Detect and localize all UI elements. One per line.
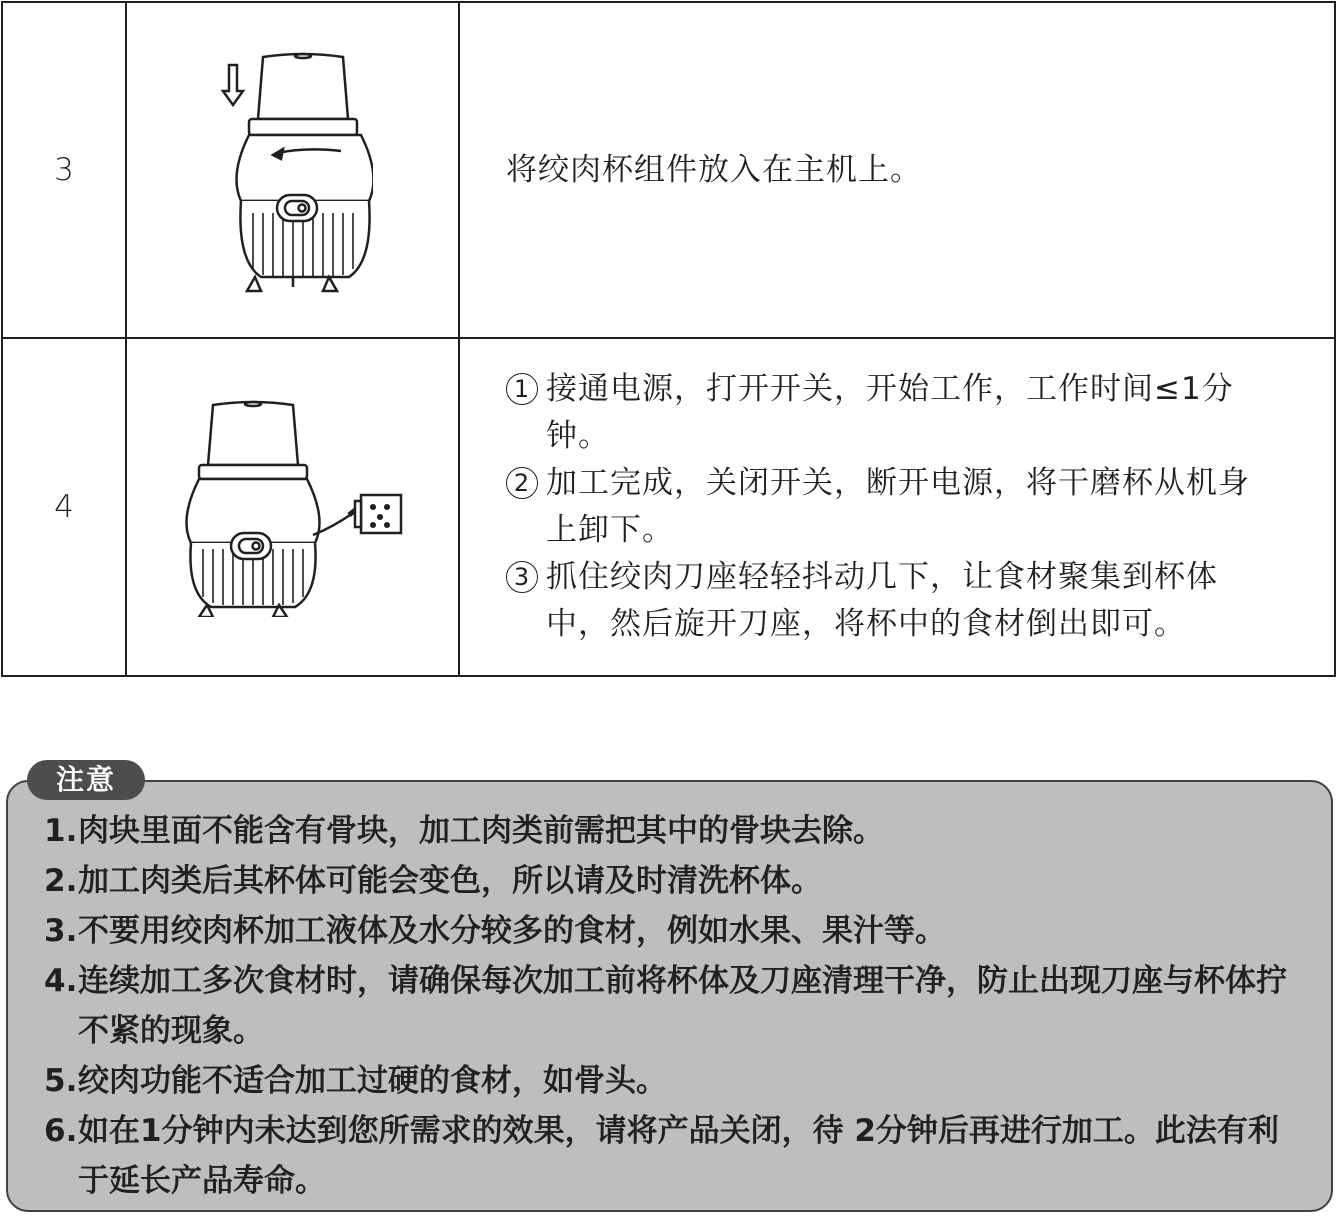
notice-item [44, 1056, 1324, 1106]
notice-number: 4. [44, 963, 78, 999]
notice-text: 不要用绞肉杯加工液体及水分较多的食材，例如水果、果汁等。 [78, 913, 946, 949]
step-row [2, 2, 1335, 338]
substep-text: 抓住绞肉刀座轻轻抖动几下，让食材聚集到杯体中，然后旋开刀座，将杯中的食材倒出即可。 [546, 559, 1218, 642]
notice-list [44, 806, 1324, 1206]
notice-item [44, 1106, 1324, 1206]
notice-item [44, 956, 1324, 1056]
substep-text: 加工完成，关闭开关，断开电源，将干磨杯从机身上卸下。 [546, 465, 1250, 548]
notice-text: 连续加工多次食材时，请确保每次加工前将杯体及刀座清理干净，防止出现刀座与杯体拧不紧的现象。 [78, 963, 1287, 1049]
notice-number: 2. [44, 863, 78, 899]
notice-item [44, 856, 1324, 906]
notice-text: 绞肉功能不适合加工过硬的食材，如骨头。 [78, 1063, 667, 1099]
substep-item [506, 366, 1266, 460]
grinder-assembly-illustration [213, 45, 373, 295]
step-number: 3 [2, 2, 126, 338]
step-illustration [126, 2, 459, 338]
notice-text: 如在1分钟内未达到您所需求的效果，请将产品关闭，待 2分钟后再进行加工。此法有利于延长产品寿命。 [78, 1113, 1279, 1199]
step-illustration [126, 338, 459, 676]
substep-list [506, 366, 1334, 648]
circled-number: 1 [506, 366, 546, 460]
circled-number: 3 [506, 554, 546, 648]
notice-number: 5. [44, 1063, 78, 1099]
substep-item [506, 554, 1266, 648]
steps-table [1, 1, 1336, 677]
notice-number: 6. [44, 1113, 78, 1149]
step-number: 4 [2, 338, 126, 676]
notice-number: 3. [44, 913, 78, 949]
notice-item [44, 906, 1324, 956]
substep-text: 接通电源，打开开关，开始工作，工作时间≤1分钟。 [546, 371, 1234, 454]
substep-item [506, 460, 1266, 554]
step-description-cell [459, 338, 1335, 676]
step-description: 将绞肉杯组件放入在主机上。 [506, 152, 922, 188]
notice-text: 肉块里面不能含有骨块，加工肉类前需把其中的骨块去除。 [78, 813, 884, 849]
notice-number: 1. [44, 813, 78, 849]
grinder-plugged-in-illustration [173, 397, 413, 617]
circled-number: 2 [506, 460, 546, 554]
step-row [2, 338, 1335, 676]
notice-item [44, 806, 1324, 856]
step-description-cell [459, 2, 1335, 338]
notice-title: 注意 [27, 760, 145, 800]
notice-text: 加工肉类后其杯体可能会变色，所以请及时清洗杯体。 [78, 863, 822, 899]
